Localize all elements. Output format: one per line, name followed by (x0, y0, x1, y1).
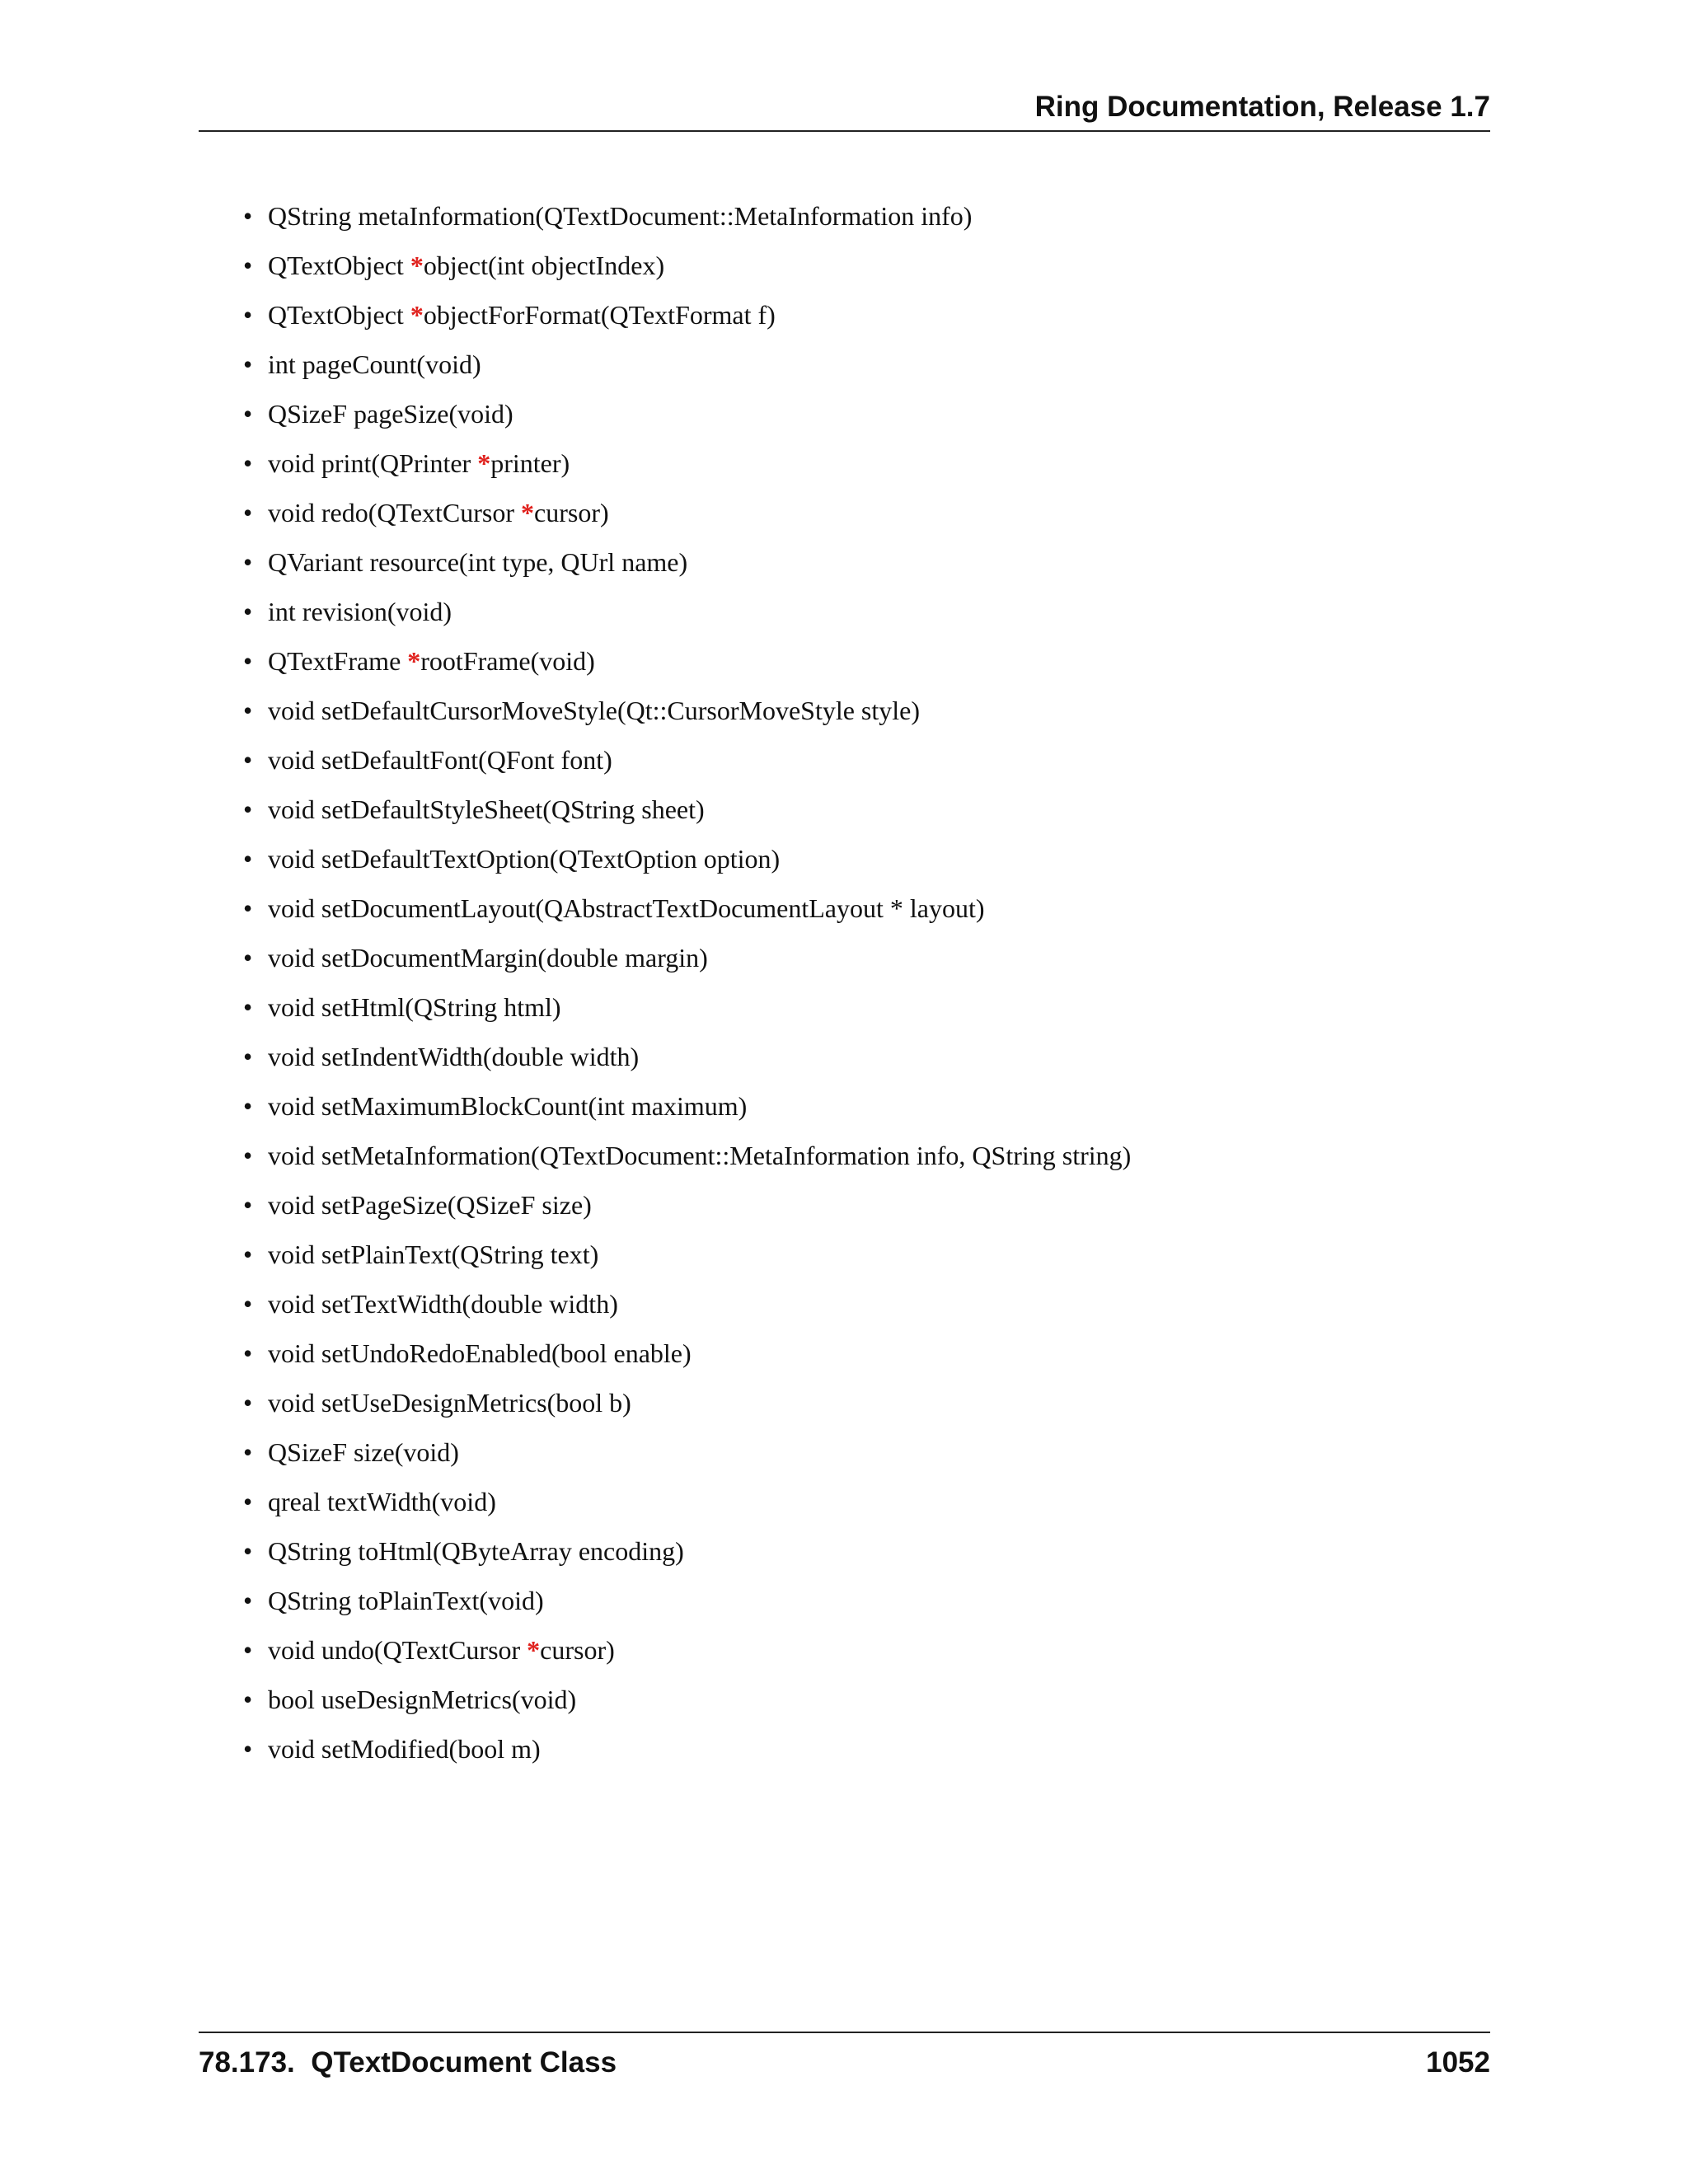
method-signature: void setDocumentMargin(double margin) (268, 943, 708, 972)
list-item (239, 1333, 1475, 1382)
list-item (239, 1184, 1475, 1234)
method-signature: void setDefaultTextOption(QTextOption option) (268, 844, 781, 874)
list-item (239, 1085, 1475, 1135)
method-signature-rest: objectForFormat(QTextFormat f) (423, 300, 776, 330)
list-item (239, 838, 1475, 888)
method-signature-rest: printer) (490, 448, 570, 478)
list-item (239, 393, 1475, 443)
list-item (239, 541, 1475, 591)
bullet-icon: • (243, 1141, 253, 1170)
list-item (239, 987, 1475, 1036)
pointer-asterisk: * (521, 498, 535, 527)
bullet-icon: • (243, 1240, 253, 1269)
method-signature: void setUndoRedoEnabled(bool enable) (268, 1338, 692, 1368)
method-signature: QString toPlainText(void) (268, 1586, 544, 1615)
bullet-icon: • (243, 1289, 253, 1319)
list-item (239, 443, 1475, 492)
section-title: 78.173. QTextDocument Class (199, 2046, 617, 2079)
method-signature-rest: rootFrame(void) (420, 646, 595, 676)
bullet-icon: • (243, 597, 253, 626)
bullet-icon: • (243, 1685, 253, 1714)
list-item (239, 1036, 1475, 1085)
list-item (239, 739, 1475, 789)
bullet-icon: • (243, 1338, 253, 1368)
pointer-asterisk: * (407, 646, 421, 676)
method-signature: void print(QPrinter (268, 448, 478, 478)
method-signature: void setDefaultFont(QFont font) (268, 745, 612, 775)
bullet-icon: • (243, 893, 253, 923)
list-item (239, 1679, 1475, 1728)
list-item (239, 1481, 1475, 1530)
page-footer (199, 2032, 1490, 2083)
bullet-icon: • (243, 1437, 253, 1467)
bullet-icon: • (243, 448, 253, 478)
list-item (239, 1135, 1475, 1184)
list-item (239, 1580, 1475, 1629)
bullet-icon: • (243, 349, 253, 379)
method-signature-rest: cursor) (534, 498, 609, 527)
method-signature: void setPageSize(QSizeF size) (268, 1190, 592, 1220)
list-item (239, 937, 1475, 987)
bullet-icon: • (243, 696, 253, 725)
bullet-icon: • (243, 1635, 253, 1665)
list-item (239, 195, 1475, 245)
method-signature: void setDefaultCursorMoveStyle(Qt::CursorMoveStyle style) (268, 696, 921, 725)
bullet-icon: • (243, 547, 253, 577)
bullet-icon: • (243, 844, 253, 874)
bullet-icon: • (243, 251, 253, 280)
method-list (239, 195, 1475, 1778)
method-signature: QTextObject (268, 300, 410, 330)
method-signature: QTextObject (268, 251, 410, 280)
method-signature: void setDocumentLayout(QAbstractTextDocumentLayout * layout) (268, 893, 985, 923)
method-signature: void setMaximumBlockCount(int maximum) (268, 1091, 748, 1121)
method-signature: void setHtml(QString html) (268, 992, 561, 1022)
method-signature-rest: object(int objectIndex) (423, 251, 665, 280)
bullet-icon: • (243, 745, 253, 775)
list-item (239, 1728, 1475, 1778)
list-item (239, 690, 1475, 739)
method-signature: qreal textWidth(void) (268, 1487, 496, 1516)
list-item (239, 1629, 1475, 1679)
method-signature: void setMetaInformation(QTextDocument::MetaInformation info, QString string) (268, 1141, 1132, 1170)
pointer-asterisk: * (410, 251, 424, 280)
method-signature: void setPlainText(QString text) (268, 1240, 599, 1269)
content (239, 195, 1475, 1778)
method-signature: QSizeF pageSize(void) (268, 399, 513, 429)
list-item (239, 1432, 1475, 1481)
document-title: Ring Documentation, Release 1.7 (1034, 91, 1490, 123)
list-item (239, 1234, 1475, 1283)
method-signature: QString metaInformation(QTextDocument::MetaInformation info) (268, 201, 973, 231)
bullet-icon: • (243, 992, 253, 1022)
bullet-icon: • (243, 1734, 253, 1764)
list-item (239, 789, 1475, 838)
method-signature: void setDefaultStyleSheet(QString sheet) (268, 794, 705, 824)
bullet-icon: • (243, 794, 253, 824)
method-signature: bool useDesignMetrics(void) (268, 1685, 577, 1714)
bullet-icon: • (243, 1586, 253, 1615)
method-signature: QVariant resource(int type, QUrl name) (268, 547, 688, 577)
pointer-asterisk: * (527, 1635, 541, 1665)
method-signature: QString toHtml(QByteArray encoding) (268, 1536, 684, 1566)
method-signature-rest: cursor) (540, 1635, 615, 1665)
method-signature: int revision(void) (268, 597, 452, 626)
bullet-icon: • (243, 1190, 253, 1220)
page-number: 1052 (1426, 2046, 1490, 2079)
bullet-icon: • (243, 1042, 253, 1071)
list-item (239, 1382, 1475, 1432)
list-item (239, 888, 1475, 937)
bullet-icon: • (243, 498, 253, 527)
method-signature: QSizeF size(void) (268, 1437, 459, 1467)
method-signature: void setModified(bool m) (268, 1734, 541, 1764)
bullet-icon: • (243, 1536, 253, 1566)
bullet-icon: • (243, 1487, 253, 1516)
list-item (239, 245, 1475, 294)
bullet-icon: • (243, 1091, 253, 1121)
bullet-icon: • (243, 646, 253, 676)
bullet-icon: • (243, 943, 253, 972)
list-item (239, 1530, 1475, 1580)
list-item (239, 294, 1475, 344)
page-header (199, 89, 1490, 132)
list-item (239, 640, 1475, 690)
list-item (239, 492, 1475, 541)
bullet-icon: • (243, 300, 253, 330)
bullet-icon: • (243, 1388, 253, 1418)
bullet-icon: • (243, 201, 253, 231)
bullet-icon: • (243, 399, 253, 429)
list-item (239, 1283, 1475, 1333)
pointer-asterisk: * (477, 448, 491, 478)
method-signature: void setUseDesignMetrics(bool b) (268, 1388, 631, 1418)
list-item (239, 591, 1475, 640)
method-signature: QTextFrame (268, 646, 408, 676)
method-signature: void undo(QTextCursor (268, 1635, 528, 1665)
method-signature: int pageCount(void) (268, 349, 481, 379)
method-signature: void setTextWidth(double width) (268, 1289, 618, 1319)
pointer-asterisk: * (410, 300, 424, 330)
method-signature: void setIndentWidth(double width) (268, 1042, 640, 1071)
list-item (239, 344, 1475, 393)
method-signature: void redo(QTextCursor (268, 498, 522, 527)
